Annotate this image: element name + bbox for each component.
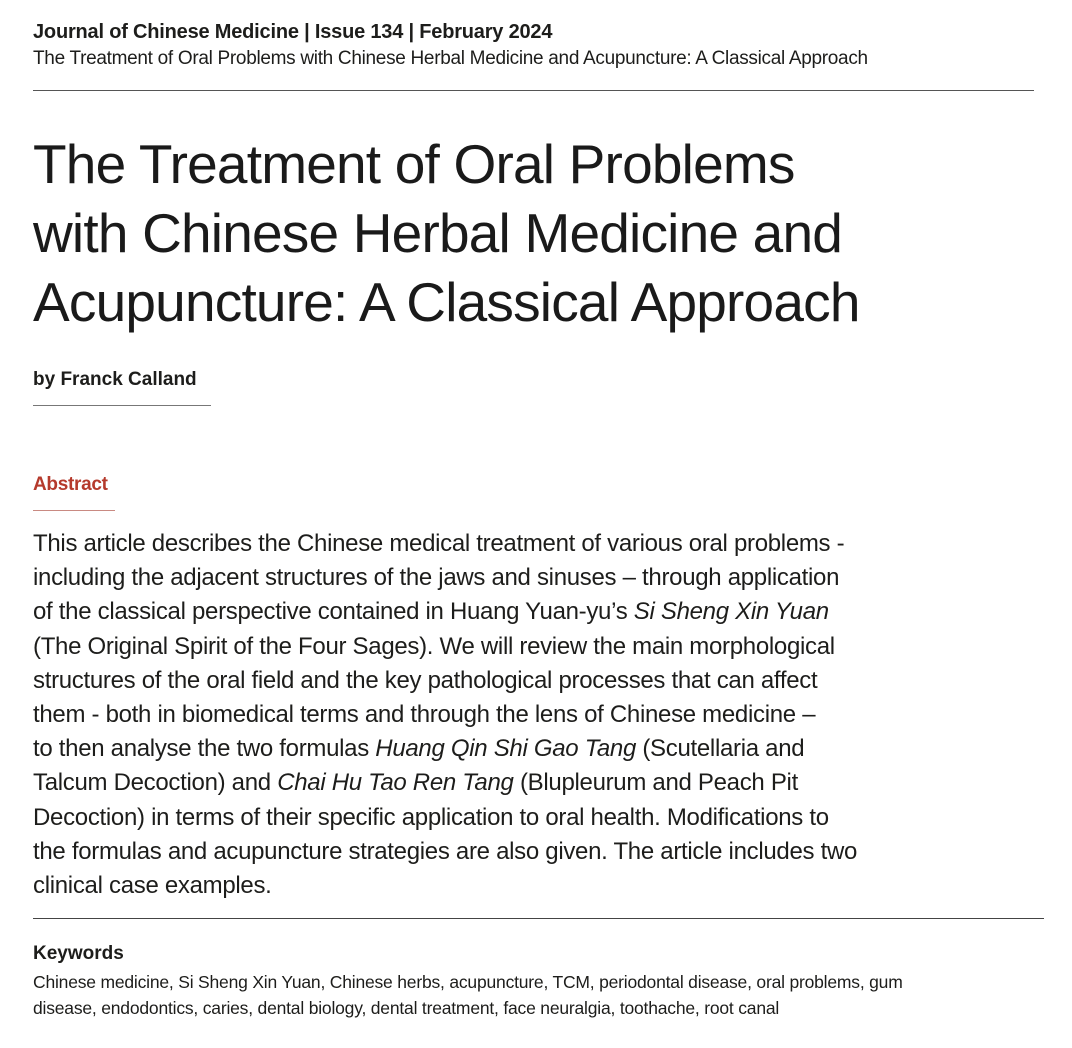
abstract-line xyxy=(33,869,1033,903)
abstract-text-run: including the adjacent structures of the jaws and sinuses – through application xyxy=(33,564,840,592)
abstract-line xyxy=(33,698,1033,732)
abstract-text-run: (The Original Spirit of the Four Sages). We will review the main morphological xyxy=(33,632,835,660)
abstract-text-run: of the classical perspective contained in Huang Yuan-yu’s xyxy=(33,598,634,626)
abstract-text xyxy=(33,527,1033,903)
abstract-text-run: clinical case examples. xyxy=(33,872,272,900)
article-title-line: Acupuncture: A Classical Approach xyxy=(33,271,860,333)
abstract-underline xyxy=(33,510,115,511)
keywords-text xyxy=(33,969,1038,1021)
article-page xyxy=(33,0,1045,1048)
abstract-heading: Abstract xyxy=(33,474,108,495)
byline-underline xyxy=(33,405,211,406)
abstract-text-run: to then analyse the two formulas xyxy=(33,735,376,763)
abstract-text-run: structures of the oral field and the key pathological processes that can affect xyxy=(33,666,818,694)
formula-name-italic: Chai Hu Tao Ren Tang xyxy=(277,769,514,797)
abstract-text-run: them - both in biomedical terms and through the lens of Chinese medicine – xyxy=(33,701,816,729)
keywords-line: Chinese medicine, Si Sheng Xin Yuan, Chinese herbs, acupuncture, TCM, periodontal disease, oral problems, gum xyxy=(33,972,903,992)
article-title-line: with Chinese Herbal Medicine and xyxy=(33,202,843,264)
formula-name-italic: Si Sheng Xin Yuan xyxy=(633,598,829,626)
abstract-line xyxy=(33,630,1033,664)
author-byline: by Franck Calland xyxy=(33,369,197,390)
abstract-line xyxy=(33,595,1033,629)
journal-issue-line: Journal of Chinese Medicine | Issue 134 | February 2024 xyxy=(33,21,553,43)
abstract-line xyxy=(33,801,1033,835)
article-title xyxy=(33,130,1043,337)
abstract-text-run: (Scutellaria and xyxy=(636,735,805,763)
keywords-line: disease, endodontics, caries, dental biology, dental treatment, face neuralgia, toothache, root canal xyxy=(33,998,780,1018)
abstract-text-run: Talcum Decoction) and xyxy=(33,769,278,797)
abstract-text-run: This article describes the Chinese medical treatment of various oral problems - xyxy=(33,530,845,557)
running-title: The Treatment of Oral Problems with Chinese Herbal Medicine and Acupuncture: A Classical Approach xyxy=(33,48,868,69)
abstract-line xyxy=(33,664,1033,698)
abstract-line xyxy=(33,835,1033,869)
article-title-line: The Treatment of Oral Problems xyxy=(33,133,795,195)
abstract-line xyxy=(33,732,1033,766)
abstract-divider xyxy=(33,918,1044,919)
formula-name-italic: Huang Qin Shi Gao Tang xyxy=(375,735,636,763)
abstract-line xyxy=(33,561,1033,595)
abstract-text-run: Decoction) in terms of their specific application to oral health. Modifications to xyxy=(33,803,829,831)
header-divider xyxy=(33,90,1034,91)
abstract-line xyxy=(33,527,1033,561)
abstract-text-run: (Blupleurum and Peach Pit xyxy=(513,769,798,797)
keywords-heading: Keywords xyxy=(33,943,124,964)
abstract-line xyxy=(33,766,1033,800)
abstract-text-run: the formulas and acupuncture strategies are also given. The article includes two xyxy=(33,837,858,865)
